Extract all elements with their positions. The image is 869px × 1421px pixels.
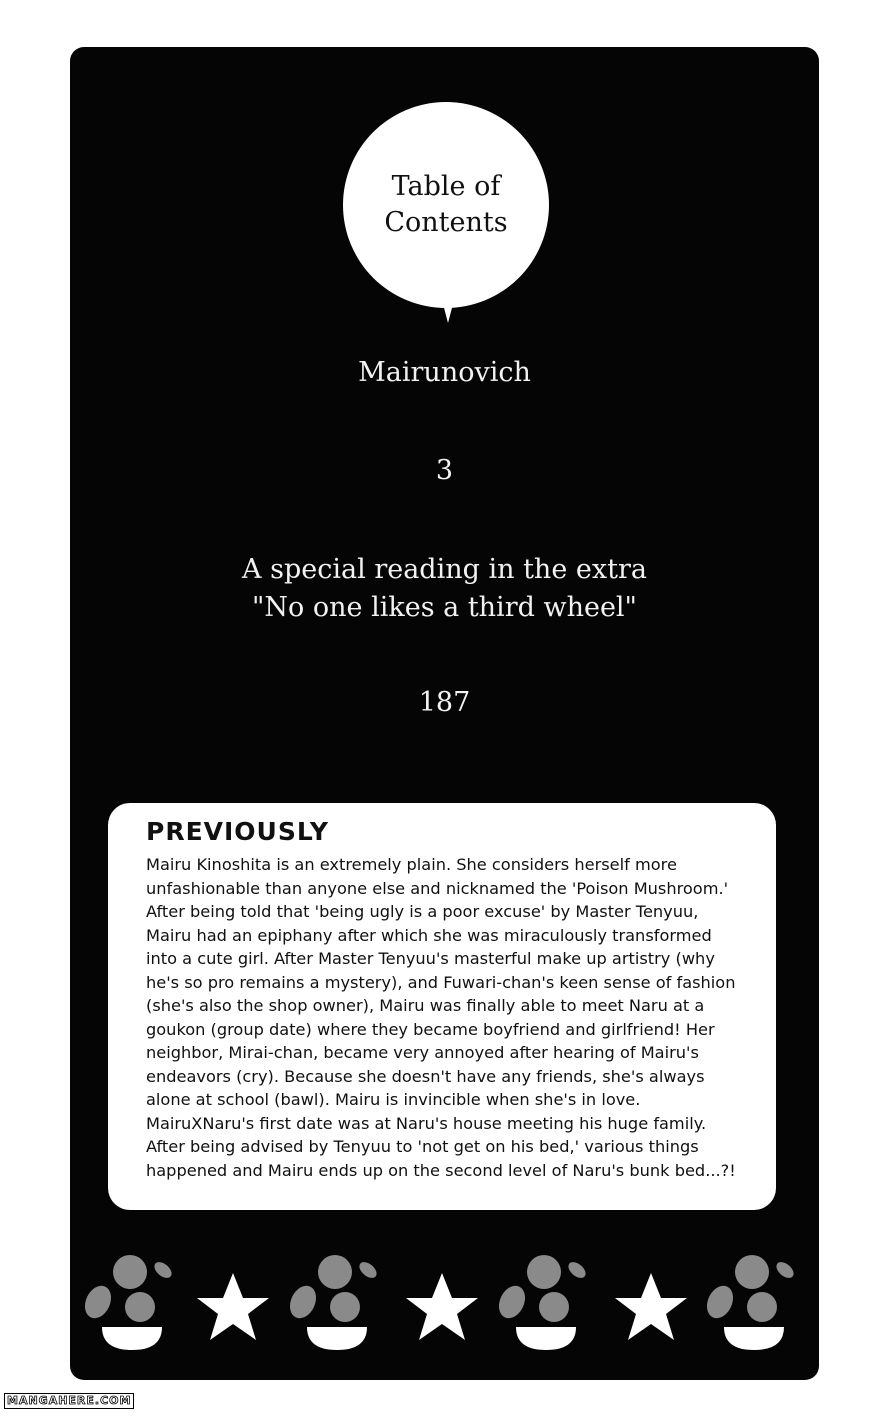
series-title: Mairunovich xyxy=(358,357,531,388)
previously-heading: PREVIOUSLY xyxy=(146,817,329,846)
toc-speech-bubble xyxy=(343,102,549,308)
extra-page-number: 187 xyxy=(418,687,471,718)
toc-title: Table of Contents xyxy=(384,171,508,238)
decorative-border xyxy=(70,1252,819,1372)
speech-bubble-tail xyxy=(438,285,458,323)
mushroom-icon xyxy=(702,1255,797,1350)
previously-summary: Mairu Kinoshita is an extremely plain. She considers herself more unfashionable than anyone else and nicknamed the 'Poison Mushroom.' After being told that 'being ugly is a poor excuse' by Master Tenyuu, Mairu had an epiphany after which she was miraculously transformed into a cute girl. After Master Tenyuu's masterful make up artistry (why he's so pro remains a mystery), and Fuwari-chan's keen sense of fashion (she's also the shop owner), Mairu was finally able to meet Naru at a goukon (group date) where they became boyfriend and girlfriend! Her neighbor, Mirai-chan, became very annoyed after hearing of Mairu's endeavors (cry). Because she doesn't have any friends, she's always alone at school (bawl). Mairu is invincible when she's in love. MairuXNaru's first date was at Naru's house meeting his huge family. After being advised by Tenyuu to 'not get on his bed,' various things happened and Mairu ends up on the second level of Naru's bunk bed...?! xyxy=(146,855,736,1180)
extra-chapter-line-1: A special reading in the extra xyxy=(242,554,647,585)
previously-box xyxy=(108,803,776,1210)
extra-chapter-line-2: "No one likes a third wheel" xyxy=(252,592,637,623)
contents-panel xyxy=(70,47,819,1380)
mushroom-icon xyxy=(494,1255,589,1350)
star-icon xyxy=(406,1273,478,1340)
site-watermark: MANGAHERE.COM xyxy=(4,1393,134,1409)
star-icon xyxy=(197,1273,269,1340)
series-page-number: 3 xyxy=(435,455,454,486)
star-icon xyxy=(615,1273,687,1340)
mushroom-icon xyxy=(80,1255,175,1350)
mushroom-icon xyxy=(285,1255,380,1350)
